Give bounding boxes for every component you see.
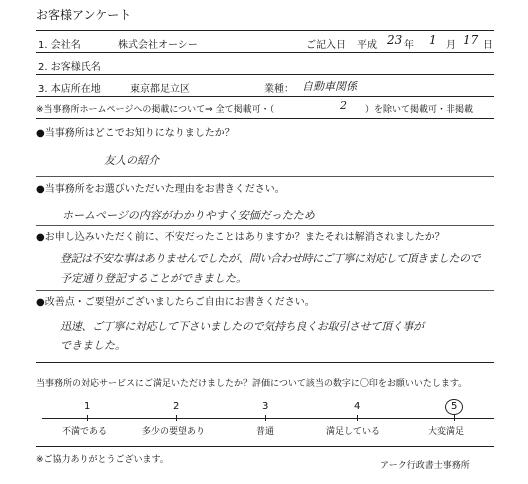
answer-3-line-1: 登記は不安な事はありませんでしたが、問い合わせ時にご丁寧に対応して頂きましたので — [60, 252, 480, 265]
form-title: お客様アンケート — [36, 8, 132, 22]
date-year: 23 — [387, 33, 403, 47]
date-era: 平成 — [357, 40, 377, 51]
divider — [36, 176, 494, 177]
scale-number-4: 4 — [354, 401, 361, 412]
divider — [36, 225, 494, 226]
publish-choice: 2 — [340, 99, 347, 112]
scale-number-1: 1 — [84, 401, 91, 412]
scale-number-3: 3 — [262, 401, 269, 412]
customer-name-label: 2. お客様氏名 — [38, 62, 101, 73]
company-label: 1. 会社名 — [38, 40, 81, 51]
footer-thanks: ※ご協力ありがとうございます。 — [36, 455, 169, 465]
scale-line — [42, 418, 494, 419]
scale-tick — [176, 415, 177, 421]
industry-label: 業種： — [264, 84, 294, 95]
divider — [36, 290, 494, 291]
answer-3-line-2: 予定通り登記することができました。 — [60, 272, 247, 285]
divider — [36, 52, 494, 53]
question-4: ●改善点・ご要望がございましたらご自由にお書きください。 — [36, 297, 315, 308]
publish-text-after: ）を除いて掲載可・非掲載 — [365, 105, 474, 115]
scale-number-2: 2 — [173, 401, 180, 412]
answer-2-line-1: ホームページの内容がわかりやすく安価だったため — [62, 209, 315, 222]
divider — [36, 446, 494, 447]
company-value: 株式会社オーシー — [118, 40, 198, 51]
answer-4-line-2: できました。 — [60, 339, 126, 352]
scale-tick — [454, 415, 455, 421]
scale-label-2[interactable]: 多少の要望あり — [142, 427, 206, 437]
divider — [36, 362, 494, 363]
selected-circle — [445, 399, 463, 415]
date-month-unit: 月 — [446, 40, 456, 51]
question-2: ●当事務所をお選びいただいた理由をお書きください。 — [36, 184, 285, 195]
divider — [36, 74, 494, 75]
footer-office: アーク行政書士事務所 — [380, 461, 470, 471]
date-month: 1 — [429, 33, 437, 47]
satisfaction-question: 当事務所の対応サービスにご満足いただけましたか？評価について該当の数字に〇印をお願いいたします。 — [36, 379, 468, 389]
scale-label-5[interactable]: 大変満足 — [428, 427, 465, 437]
industry-value: 自動車関係 — [302, 80, 357, 93]
date-day-unit: 日 — [483, 40, 493, 51]
answer-4-line-1: 迅速、ご丁寧に対応して下さいましたので気持ち良くお取引させて頂く事が — [60, 320, 424, 333]
scale-label-1[interactable]: 不満である — [62, 427, 108, 437]
date-day: 17 — [463, 33, 479, 47]
scale-number-5: 5 — [451, 401, 458, 412]
divider — [36, 118, 494, 119]
question-1: ●当事務所はどこでお知りになりましたか？ — [36, 128, 235, 139]
scale-label-4[interactable]: 満足している — [326, 427, 381, 437]
divider — [36, 30, 494, 31]
scale-tick — [87, 415, 88, 421]
date-label: ご記入日 — [306, 40, 346, 51]
scale-tick — [357, 415, 358, 421]
publish-text-before: ※当事務所ホームページへの掲載について⇒ 全て掲載可・（ — [36, 105, 275, 115]
scale-label-3[interactable]: 普通 — [256, 427, 275, 437]
date-year-unit: 年 — [404, 40, 414, 51]
scale-tick — [265, 415, 266, 421]
address-value: 東京都足立区 — [130, 84, 190, 95]
question-3: ●お申し込みいただく前に、不安だったことはありますか？またそれは解消されましたか？ — [36, 232, 445, 243]
answer-1-line-1: 友人の紹介 — [104, 154, 159, 167]
divider — [36, 96, 494, 97]
address-label: 3. 本店所在地 — [38, 84, 101, 95]
